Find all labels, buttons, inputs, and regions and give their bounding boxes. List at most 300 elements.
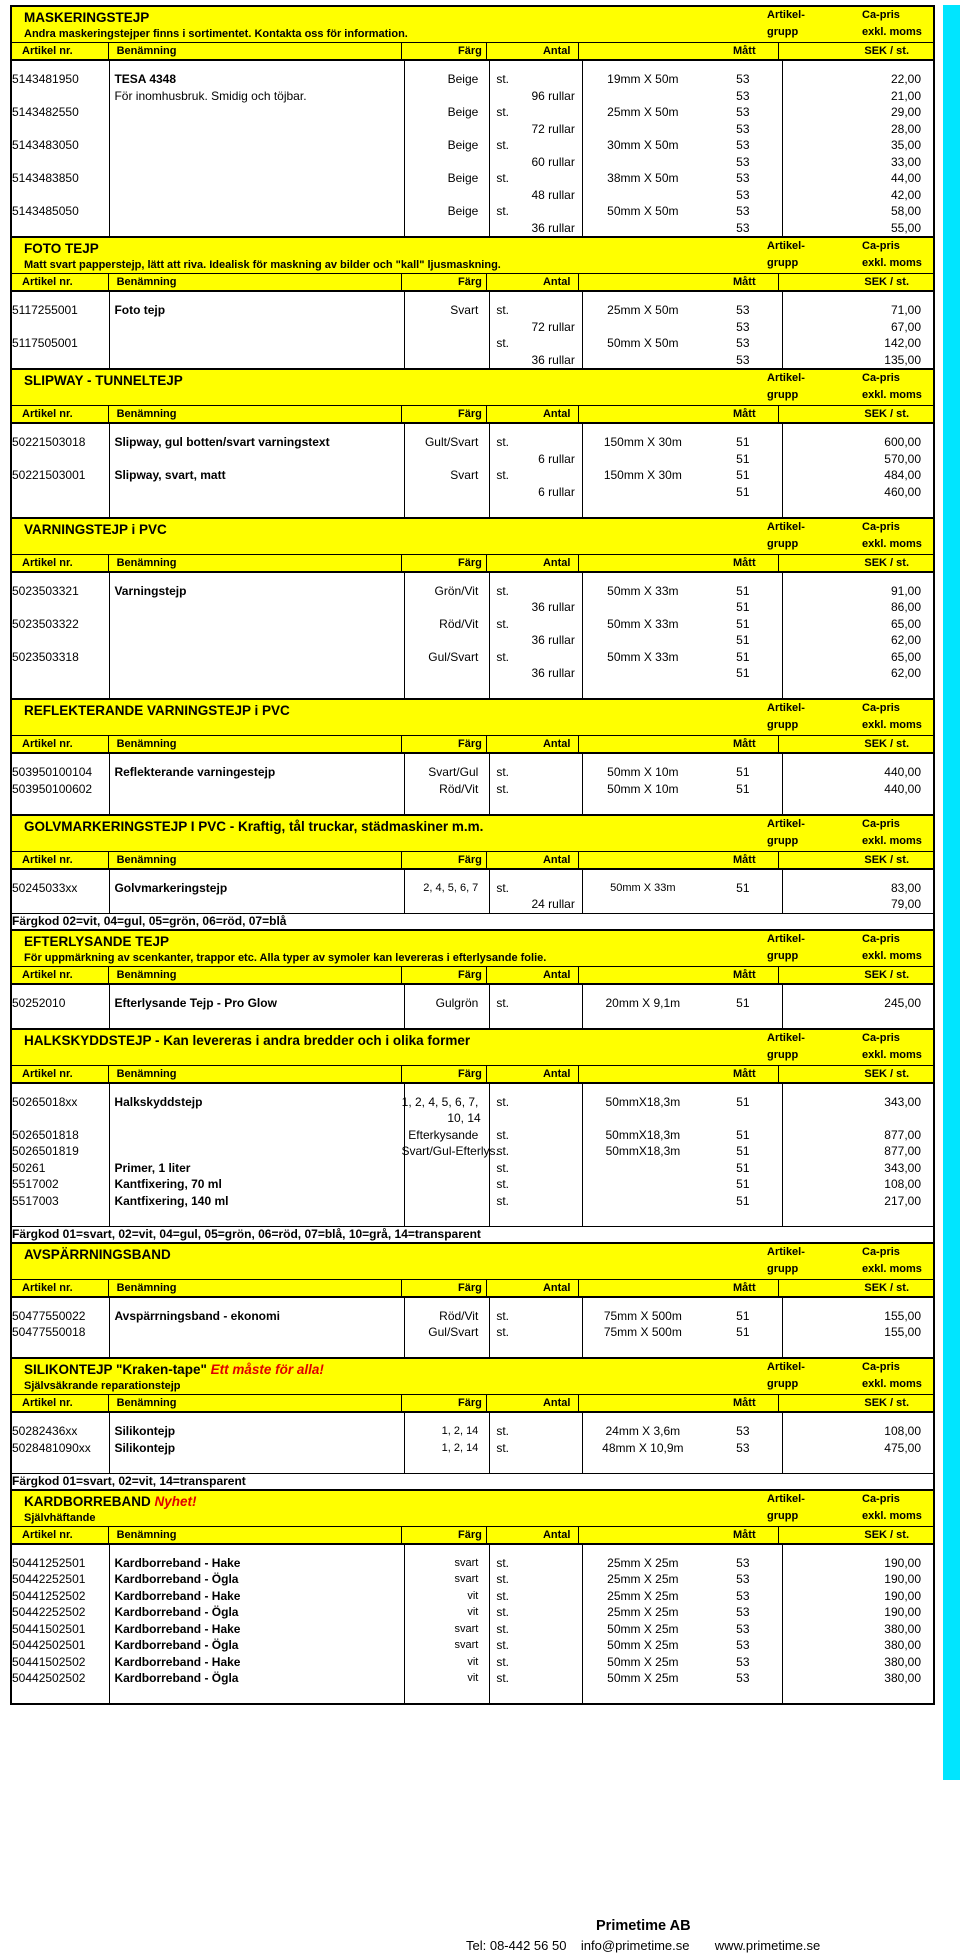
section-rows — [12, 1084, 933, 1226]
article-number: 5517003 — [12, 1193, 59, 1208]
dimensions-cell — [579, 616, 779, 633]
dimensions-cell — [579, 665, 779, 682]
article-group — [707, 1011, 779, 1028]
section-4 — [10, 698, 935, 814]
dimensions: 50mm X 33m — [610, 881, 676, 894]
product-name — [108, 649, 401, 666]
price: 217,00 — [884, 1193, 921, 1208]
grupp-label: grupp — [767, 1378, 799, 1390]
price: 600,00 — [884, 435, 921, 449]
column-header-benamning: Benämning — [109, 406, 403, 422]
article-group: 53 — [736, 121, 750, 136]
dimensions — [579, 1176, 707, 1193]
product-name — [108, 682, 401, 699]
table-row — [12, 1209, 933, 1226]
article-group — [707, 424, 779, 434]
dimensions-cell — [579, 220, 779, 237]
dimensions-cell — [579, 1571, 779, 1588]
column-header-sek: SEK / st. — [864, 408, 909, 420]
section-header — [12, 1244, 933, 1279]
quantity: st. — [496, 1638, 509, 1652]
article-group: 51 — [736, 600, 750, 614]
product-color: vit — [467, 1589, 479, 1602]
product-color — [402, 424, 487, 434]
quantity: 72 rullar — [531, 319, 575, 334]
table-row — [12, 434, 933, 451]
article-group — [707, 1110, 779, 1127]
column-header-antal: Antal — [487, 274, 580, 290]
dimensions — [579, 1687, 707, 1704]
dimensions-cell — [579, 71, 779, 88]
article-number: 5143485050 — [12, 204, 79, 218]
product-color: Gult/Svart — [424, 435, 479, 449]
quantity — [486, 1209, 579, 1226]
dimensions — [579, 1160, 707, 1177]
article-number: 5143481950 — [12, 72, 79, 86]
quantity — [486, 985, 579, 995]
price: 86,00 — [890, 600, 921, 614]
table-row — [12, 220, 933, 237]
grupp-label: grupp — [767, 389, 799, 401]
column-header-row — [12, 405, 933, 424]
product-name — [108, 1324, 401, 1341]
article-number: 5517002 — [12, 1177, 59, 1191]
article-number — [12, 187, 108, 204]
accent-bar — [943, 5, 960, 1780]
quantity: 60 rullar — [531, 154, 575, 169]
section-header — [12, 816, 933, 851]
product-color: 10, 14 — [447, 1111, 481, 1125]
price-list — [10, 5, 935, 1705]
article-group: 51 — [736, 484, 750, 499]
ca-pris-label: Ca-pris — [862, 1031, 900, 1044]
article-group: 51 — [736, 616, 750, 631]
table-row — [12, 170, 933, 187]
column-header-benamning: Benämning — [109, 1280, 403, 1296]
article-number — [12, 1456, 108, 1473]
column-header-benamning: Benämning — [109, 1066, 403, 1082]
price: 65,00 — [890, 649, 921, 664]
product-name — [108, 665, 401, 682]
article-number: 5023503318 — [12, 649, 79, 664]
column-header-farg: Färg — [402, 406, 487, 422]
price: 55,00 — [890, 220, 921, 235]
article-number — [12, 1341, 108, 1358]
dimensions-cell — [579, 302, 779, 319]
article-number — [12, 1545, 108, 1555]
product-name — [108, 335, 401, 352]
price — [779, 682, 933, 699]
product-name: Kardborreband - Hake — [114, 1654, 241, 1669]
table-row — [12, 1545, 933, 1555]
column-header-antal: Antal — [487, 555, 580, 571]
ca-pris-label: Ca-pris — [862, 9, 900, 21]
dimensions-cell — [579, 764, 779, 781]
price — [779, 1209, 933, 1226]
article-number — [12, 220, 108, 237]
dimensions-cell — [579, 1341, 779, 1358]
quantity — [486, 1545, 579, 1555]
article-group: 51 — [736, 1308, 750, 1323]
dimensions — [579, 154, 707, 171]
article-group: 53 — [736, 1555, 750, 1570]
product-color: Svart/Gul — [428, 765, 479, 779]
product-color — [402, 352, 487, 369]
dimensions — [579, 187, 707, 204]
article-group — [707, 682, 779, 699]
product-color: svart — [454, 1573, 479, 1585]
article-group: 53 — [736, 1588, 750, 1603]
article-number — [12, 451, 108, 468]
article-number — [12, 319, 108, 336]
price: 460,00 — [884, 484, 921, 499]
article-number — [12, 985, 108, 995]
product-name — [108, 121, 401, 138]
dimensions-cell — [579, 1143, 779, 1160]
dimensions: 50mm X 25m — [607, 1671, 679, 1685]
table-row — [12, 1670, 933, 1687]
product-color: 1, 2, 14 — [441, 1425, 479, 1437]
dimensions-cell — [579, 1413, 779, 1423]
section-title-text: SLIPWAY - TUNNELTEJP — [24, 373, 183, 388]
table-row — [12, 1654, 933, 1671]
phone: Tel: 08-442 56 50 — [466, 1938, 567, 1953]
quantity — [486, 797, 579, 814]
price: 877,00 — [884, 1144, 921, 1158]
quantity: 36 rullar — [531, 600, 575, 614]
price: 190,00 — [884, 1555, 921, 1570]
grupp-label: grupp — [767, 1262, 799, 1275]
table-row — [12, 797, 933, 814]
dimensions: 50mm X 10m — [607, 765, 679, 779]
product-name — [108, 187, 401, 204]
product-color — [402, 1011, 487, 1028]
grupp-label: grupp — [767, 1048, 799, 1061]
quantity: 96 rullar — [531, 88, 575, 103]
product-name — [108, 61, 401, 71]
column-header-sek: SEK / st. — [864, 1281, 909, 1294]
dimensions-cell — [579, 424, 779, 434]
dimensions: 24mm X 3,6m — [605, 1424, 681, 1438]
table-row — [12, 154, 933, 171]
table-row — [12, 424, 933, 434]
price: 380,00 — [884, 1654, 921, 1669]
article-group: 53 — [736, 1671, 750, 1685]
exkl-moms-label: exkl. moms — [862, 26, 922, 38]
dimensions-cell — [579, 451, 779, 468]
product-color: Beige — [447, 204, 479, 218]
article-number: 5117255001 — [12, 303, 78, 317]
dimensions-cell — [579, 1209, 779, 1226]
dimensions: 48mm X 10,9m — [602, 1440, 684, 1455]
product-color — [402, 1193, 487, 1210]
table-row — [12, 1193, 933, 1210]
section-title-text: VARNINGSTEJP i PVC — [24, 521, 167, 537]
product-name: Silikontejp — [114, 1440, 176, 1455]
product-color: Svart — [450, 468, 479, 482]
article-number: 5143482550 — [12, 105, 79, 119]
product-name — [108, 1110, 401, 1127]
article-group — [707, 870, 779, 880]
dimensions-cell — [579, 1110, 779, 1127]
artikel-grupp-label: Artikel- — [767, 1492, 805, 1505]
article-group: 51 — [736, 633, 750, 647]
table-row — [12, 187, 933, 204]
product-color — [402, 1298, 487, 1308]
quantity: 72 rullar — [531, 121, 575, 136]
article-group: 53 — [736, 1638, 750, 1652]
article-group: 53 — [736, 72, 750, 86]
article-group: 51 — [736, 666, 750, 680]
product-color — [402, 1160, 487, 1177]
dimensions: 30mm X 50m — [607, 138, 679, 152]
product-color — [402, 1456, 487, 1473]
quantity: st. — [496, 1308, 509, 1323]
column-header-row — [12, 1394, 933, 1413]
column-header-antal: Antal — [487, 736, 580, 752]
article-number: 50282436xx — [12, 1424, 78, 1438]
table-row — [12, 1110, 933, 1127]
article-group: 51 — [736, 1160, 750, 1175]
price: 71,00 — [890, 303, 921, 317]
price — [779, 1298, 933, 1308]
dimensions-cell — [579, 682, 779, 699]
dimensions: 50mm X 25m — [607, 1638, 679, 1652]
dimensions — [579, 424, 707, 434]
product-color: 2, 4, 5, 6, 7 — [423, 881, 479, 894]
article-group: 51 — [736, 435, 750, 449]
section-title-text: HALKSKYDDSTEJP - Kan levereras i andra bredder och i olika former — [24, 1032, 471, 1048]
website: www.primetime.se — [714, 1938, 821, 1953]
dimensions-cell — [579, 1176, 779, 1193]
dimensions — [579, 484, 707, 501]
dimensions-cell — [579, 1193, 779, 1210]
product-color — [402, 754, 487, 764]
product-color: Efterkysande — [408, 1127, 479, 1142]
column-header-antal: Antal — [487, 406, 580, 422]
section-title-text: AVSPÄRRNINGSBAND — [24, 1246, 171, 1262]
section-title-highlight: Nyhet! — [154, 1493, 197, 1509]
column-header-artikel: Artikel nr. — [12, 967, 109, 983]
product-name — [108, 137, 401, 154]
product-color — [402, 292, 487, 302]
product-name — [108, 1545, 401, 1555]
dimensions: 38mm X 50m — [607, 171, 679, 185]
column-header-artikel: Artikel nr. — [12, 43, 109, 59]
table-row — [12, 781, 933, 798]
artikel-grupp-label: Artikel- — [767, 1361, 805, 1373]
column-header-farg: Färg — [402, 274, 487, 290]
article-number — [12, 1110, 108, 1127]
product-color: svart — [454, 1556, 479, 1569]
product-name — [108, 451, 401, 468]
article-group — [707, 1341, 779, 1358]
article-group: 53 — [736, 352, 750, 367]
column-header-antal: Antal — [487, 1280, 580, 1296]
product-color: vit — [467, 1606, 479, 1618]
product-color — [402, 154, 487, 171]
article-number — [12, 88, 108, 105]
price: 29,00 — [890, 105, 921, 119]
article-number — [12, 1209, 108, 1226]
article-number — [12, 424, 108, 434]
article-number: 5117505001 — [12, 336, 78, 350]
column-header-antal: Antal — [487, 852, 580, 868]
product-color — [402, 632, 487, 649]
table-row — [12, 1176, 933, 1193]
product-color: Röd/Vit — [439, 616, 479, 631]
price: 44,00 — [890, 171, 921, 185]
product-name — [108, 500, 401, 517]
product-color: 1, 2, 14 — [441, 1441, 479, 1454]
dimensions-cell — [579, 1670, 779, 1687]
table-row — [12, 1127, 933, 1144]
column-header-farg: Färg — [402, 1395, 487, 1411]
product-color: Svart/Gul-Efterlys. — [401, 1144, 499, 1158]
article-number — [12, 121, 108, 138]
price — [779, 1687, 933, 1704]
dimensions — [579, 754, 707, 764]
section-header — [12, 700, 933, 735]
product-name: Kardborreband - Ögla — [114, 1572, 239, 1586]
price: 33,00 — [890, 154, 921, 169]
product-name — [108, 424, 401, 434]
column-header-matt: Mått — [579, 406, 778, 422]
exkl-moms-label: exkl. moms — [862, 1378, 922, 1390]
article-group: 51 — [736, 880, 750, 895]
product-name: Kantfixering, 140 ml — [114, 1193, 229, 1208]
article-number — [12, 870, 108, 880]
column-header-benamning: Benämning — [109, 967, 403, 983]
table-row — [12, 1324, 933, 1341]
column-header-antal: Antal — [487, 967, 580, 983]
product-name — [108, 1687, 401, 1704]
article-number: 50442252502 — [12, 1605, 86, 1619]
artikel-grupp-label: Artikel- — [767, 240, 805, 252]
article-group — [707, 1413, 779, 1423]
dimensions: 50mm X 25m — [607, 1654, 679, 1669]
quantity: st. — [496, 204, 509, 218]
table-row — [12, 1588, 933, 1605]
product-color: 1, 2, 4, 5, 6, 7, — [401, 1094, 479, 1109]
product-name — [108, 484, 401, 501]
table-row — [12, 61, 933, 71]
product-name: Slipway, gul botten/svart varningstext — [114, 435, 330, 449]
dimensions — [579, 292, 707, 302]
artikel-grupp-label: Artikel- — [767, 702, 805, 714]
column-header-matt: Mått — [579, 852, 778, 868]
dimensions: 25mm X 25m — [607, 1588, 679, 1603]
price: 22,00 — [890, 72, 921, 86]
price — [779, 573, 933, 583]
dimensions-cell — [579, 1308, 779, 1325]
product-color — [402, 985, 487, 995]
column-header-antal: Antal — [487, 1066, 580, 1082]
dimensions-cell — [579, 1324, 779, 1341]
column-header-matt: Mått — [579, 1527, 778, 1543]
section-rows — [12, 1545, 933, 1704]
price: 484,00 — [884, 468, 921, 482]
quantity — [486, 1413, 579, 1423]
article-group: 51 — [736, 468, 750, 482]
product-color — [402, 1687, 487, 1704]
article-group: 51 — [736, 451, 750, 466]
quantity — [486, 1341, 579, 1358]
dimensions-cell — [579, 319, 779, 336]
article-number: 50442252501 — [12, 1572, 86, 1586]
table-row — [12, 1160, 933, 1177]
dimensions-cell — [579, 121, 779, 138]
article-group: 51 — [736, 1094, 750, 1109]
product-name — [108, 170, 401, 187]
article-number: 50442502501 — [12, 1638, 86, 1652]
product-color — [402, 1176, 487, 1193]
quantity: st. — [496, 435, 509, 449]
section-rows — [12, 1413, 933, 1473]
price: 380,00 — [884, 1671, 921, 1685]
article-number: 50221503018 — [12, 435, 86, 449]
column-header-artikel: Artikel nr. — [12, 1280, 109, 1296]
dimensions-cell — [579, 187, 779, 204]
dimensions: 50mm X 25m — [607, 1621, 679, 1636]
column-header-artikel: Artikel nr. — [12, 1395, 109, 1411]
table-row — [12, 1687, 933, 1704]
dimensions — [579, 1298, 707, 1308]
artikel-grupp-label: Artikel- — [767, 1031, 805, 1044]
article-group: 51 — [736, 1127, 750, 1142]
article-group: 51 — [736, 995, 750, 1010]
price: 58,00 — [890, 204, 921, 218]
product-name: Golvmarkeringstejp — [114, 880, 228, 895]
quantity: st. — [496, 171, 509, 185]
product-color — [402, 1084, 487, 1094]
dimensions — [579, 896, 707, 913]
dimensions-cell — [579, 154, 779, 171]
artikel-grupp-label: Artikel- — [767, 932, 805, 945]
price: 28,00 — [890, 121, 921, 136]
price: 42,00 — [890, 187, 921, 202]
quantity: 36 rullar — [531, 220, 575, 235]
dimensions-cell — [579, 1588, 779, 1605]
product-name — [108, 203, 401, 220]
product-color — [402, 896, 487, 913]
dimensions — [579, 352, 707, 369]
dimensions: 50mm X 10m — [607, 781, 679, 796]
quantity: st. — [496, 1177, 509, 1191]
section-title-text: KARDBORREBAND — [24, 1493, 151, 1509]
product-name — [108, 220, 401, 237]
table-row — [12, 632, 933, 649]
dimensions — [579, 1413, 707, 1423]
quantity: st. — [496, 72, 509, 86]
article-number — [12, 1687, 108, 1704]
dimensions — [579, 1011, 707, 1028]
ca-pris-label: Ca-pris — [862, 702, 900, 714]
dimensions-cell — [579, 1621, 779, 1638]
product-color: Gulgrön — [435, 995, 479, 1010]
column-header-row — [12, 966, 933, 985]
table-row — [12, 352, 933, 369]
dimensions: 50mm X 50m — [607, 336, 679, 350]
article-group — [707, 1687, 779, 1704]
grupp-label: grupp — [767, 949, 799, 962]
column-header-row — [12, 1279, 933, 1298]
dimensions — [579, 632, 707, 649]
quantity: st. — [496, 1654, 509, 1669]
column-header-benamning: Benämning — [109, 852, 403, 868]
artikel-grupp-label: Artikel- — [767, 372, 805, 384]
column-header-sek: SEK / st. — [864, 1397, 909, 1409]
